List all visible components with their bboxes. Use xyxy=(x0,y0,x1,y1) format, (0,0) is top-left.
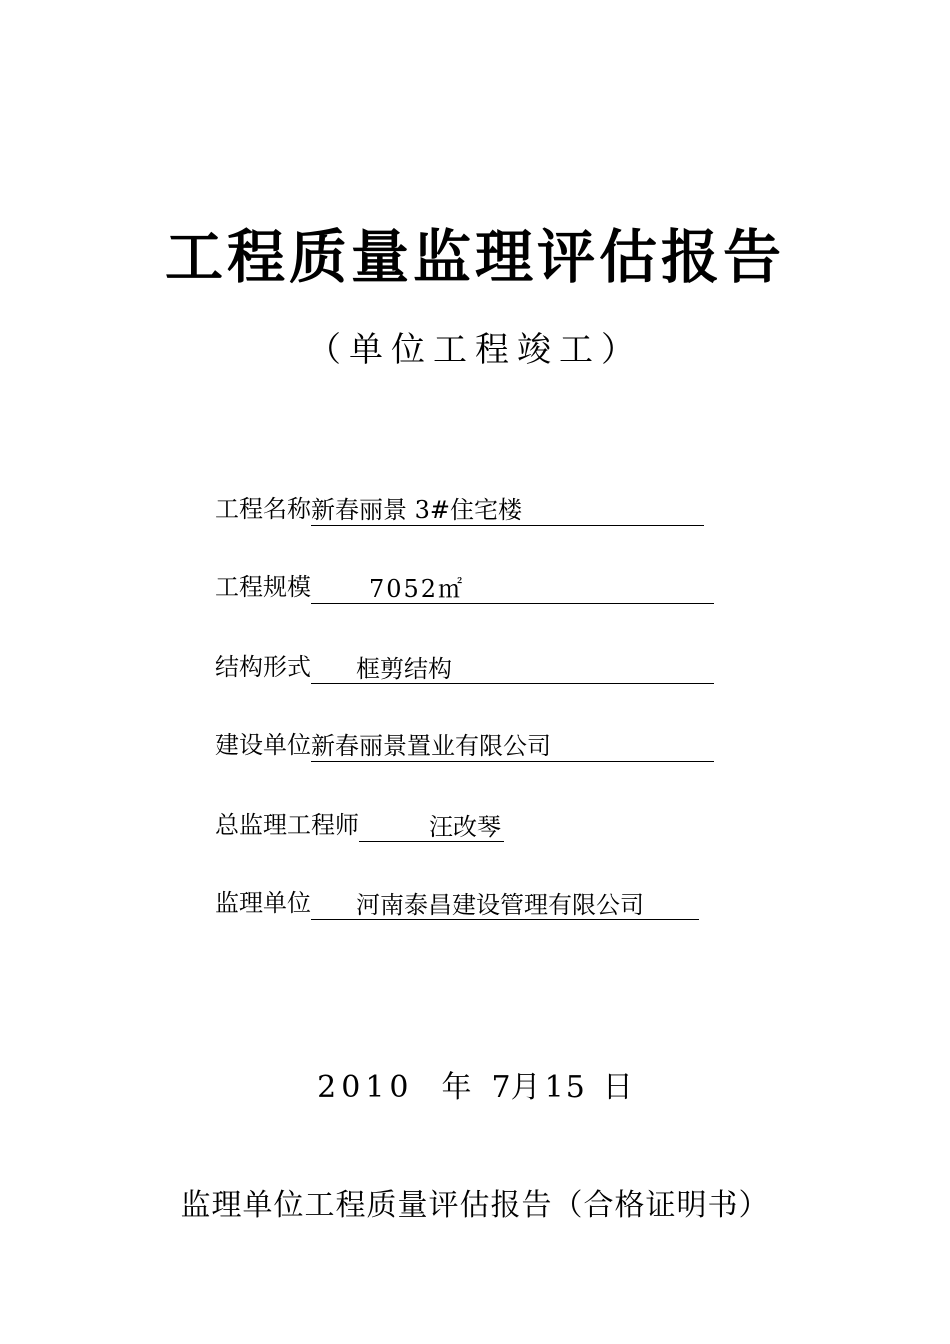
field-value-owner-unit: 新春丽景置业有限公司 xyxy=(311,731,714,762)
field-label-chief-engineer: 总监理工程师 xyxy=(215,811,359,839)
date-month: 7月 xyxy=(491,1070,541,1105)
footer-title: 监理单位工程质量评估报告（合格证明书） xyxy=(180,1188,770,1223)
field-project-name xyxy=(215,492,704,526)
page-subtitle: （单位工程竣工） xyxy=(307,330,643,370)
field-structure-type xyxy=(215,650,714,684)
field-supervision-unit xyxy=(215,886,699,920)
field-label-structure-type: 结构形式 xyxy=(215,653,311,681)
field-value-project-scale: 7052㎡ xyxy=(311,574,714,604)
date-year-unit: 年 xyxy=(441,1070,472,1105)
field-chief-engineer xyxy=(215,808,504,842)
field-label-project-name: 工程名称 xyxy=(215,495,311,523)
field-label-project-scale: 工程规模 xyxy=(215,573,311,601)
field-value-supervision-unit: 河南泰昌建设管理有限公司 xyxy=(311,890,699,920)
field-label-supervision-unit: 监理单位 xyxy=(215,889,311,917)
field-value-structure-type: 框剪结构 xyxy=(311,654,714,684)
report-date xyxy=(0,1066,950,1110)
field-value-chief-engineer: 汪改琴 xyxy=(359,812,504,842)
date-year: 2010 xyxy=(317,1070,414,1105)
field-project-scale xyxy=(215,570,714,604)
field-owner-unit xyxy=(215,728,714,762)
date-day-unit: 日 xyxy=(602,1070,633,1105)
date-day: 15 xyxy=(544,1070,587,1105)
field-label-owner-unit: 建设单位 xyxy=(215,731,311,759)
page-title: 工程质量监理评估报告 xyxy=(164,223,785,291)
field-value-project-name: 新春丽景 3#住宅楼 xyxy=(311,495,704,526)
